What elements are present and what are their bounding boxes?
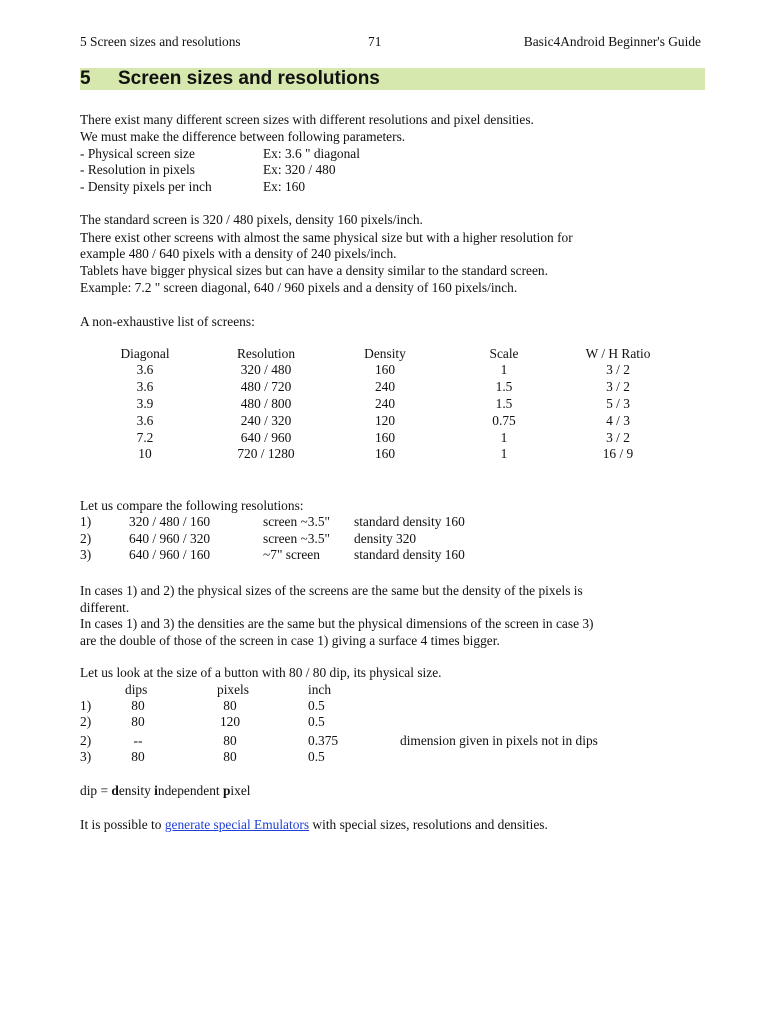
dash-icon: - [80, 162, 85, 177]
dash-icon: - [80, 179, 85, 194]
emulators-paragraph: It is possible to generate special Emulators with special sizes, resolutions and densities. [80, 817, 548, 832]
page-header [80, 34, 705, 52]
heading-title: Screen sizes and resolutions [118, 68, 380, 89]
paragraph-line: In cases 1) and 2) the physical sizes of the screens are the same but the density of the pixels is [80, 583, 583, 598]
paragraph-line: There exist other screens with almost the same physical size but with a higher resolution for [80, 230, 573, 245]
dash-icon: - [80, 146, 85, 161]
paragraph-line: Example: 7.2 " screen diagonal, 640 / 960 pixels and a density of 160 pixels/inch. [80, 280, 518, 295]
intro-line: We must make the difference between following parameters. [80, 129, 406, 144]
paragraph-line: example 480 / 640 pixels with a density of 240 pixels/inch. [80, 246, 397, 261]
button-intro: Let us look at the size of a button with 80 / 80 dip, its physical size. [80, 665, 442, 680]
generate-emulators-link[interactable]: generate special Emulators [164, 817, 310, 832]
table-header-cell: W / H Ratio [585, 346, 651, 361]
list-intro: A non-exhaustive list of screens: [80, 314, 255, 329]
paragraph-line: different. [80, 600, 130, 615]
intro-line: There exist many different screen sizes with different resolutions and pixel densities. [80, 112, 534, 127]
parameter-example: Ex: 160 [263, 179, 306, 194]
paragraph-line: Tablets have bigger physical sizes but can have a density similar to the standard screen. [80, 263, 548, 278]
table-header-cell: dips [125, 682, 148, 697]
dip-definition: dip = density independent pixel [80, 783, 251, 798]
header-chapter: 5 Screen sizes and resolutions [80, 34, 241, 49]
paragraph-line: In cases 1) and 3) the densities are the same but the physical dimensions of the screen in case 3) [80, 616, 594, 631]
parameter-example: Ex: 320 / 480 [263, 162, 336, 177]
parameter-item: - Resolution in pixels [80, 162, 195, 177]
heading-number: 5 [80, 68, 91, 89]
paragraph-line: The standard screen is 320 / 480 pixels, density 160 pixels/inch. [80, 212, 423, 227]
table-header-cell: Density [364, 346, 406, 361]
table-header-cell: Scale [489, 346, 519, 361]
table-header-cell: Resolution [236, 346, 296, 361]
section-heading [80, 68, 705, 90]
table-header-cell: Diagonal [120, 346, 170, 361]
compare-intro: Let us compare the following resolutions: [80, 498, 304, 513]
parameter-example: Ex: 3.6 " diagonal [263, 146, 360, 161]
table-header-cell: pixels [217, 682, 249, 697]
table-header-cell: inch [308, 682, 332, 697]
parameter-item: - Physical screen size [80, 146, 195, 161]
parameter-item: - Density pixels per inch [80, 179, 212, 194]
header-book-title: Basic4Android Beginner's Guide [523, 34, 701, 49]
paragraph-line: are the double of those of the screen in case 1) giving a surface 4 times bigger. [80, 633, 500, 648]
header-page-number: 71 [368, 34, 382, 49]
